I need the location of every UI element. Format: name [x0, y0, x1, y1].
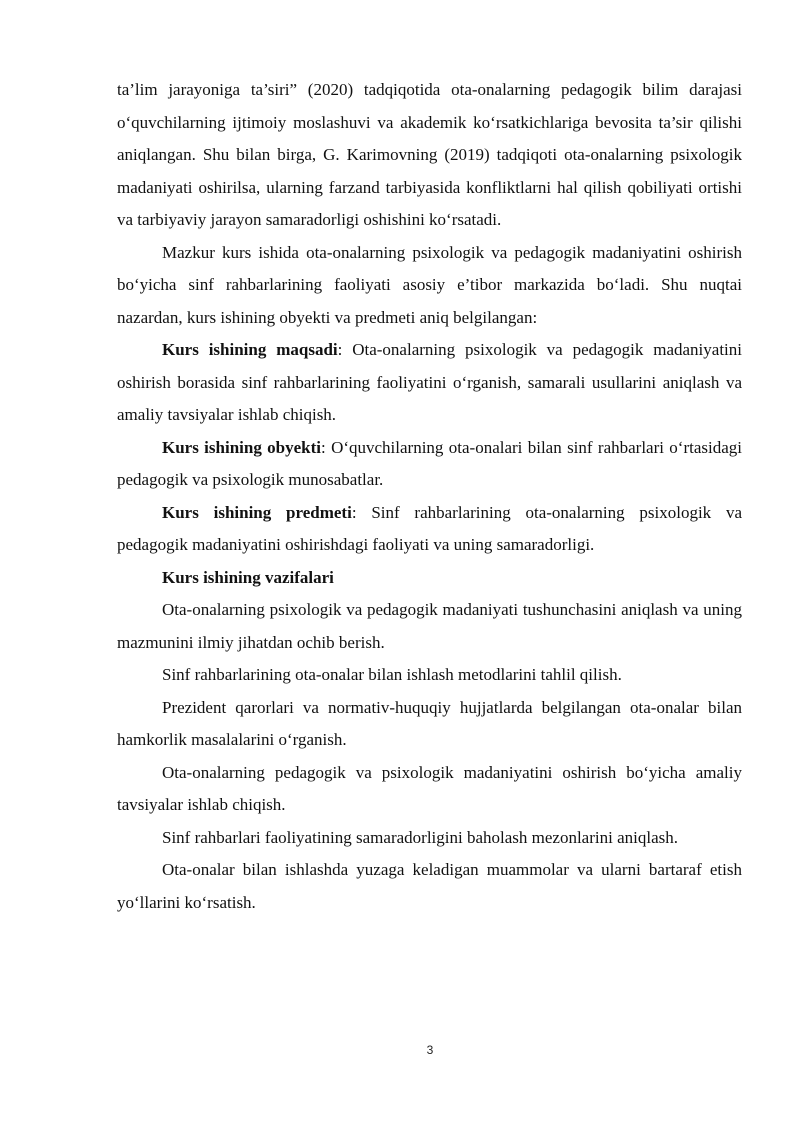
definition-term: Kurs ishining obyekti: [162, 437, 322, 457]
definition-term: Kurs ishining predmeti: [162, 502, 352, 522]
definition-term: Kurs ishining maqsadi: [162, 340, 338, 359]
definition-subject: [117, 497, 742, 562]
page-body: [117, 74, 742, 919]
definition-text: : O‘quvchilarning ota-onalari bilan sinf rahbarlari o‘rtasidagi pedagogik va psixologik munosabatlar.: [117, 437, 743, 489]
task-item: Ota-onalarning pedagogik va psixologik madaniyatini oshirish bo‘yicha amaliy tavsiyalar ishlab chiqish.: [117, 762, 742, 814]
intro-paragraph-continued: ta’lim jarayoniga ta’siri” (2020) tadqiqotida ota-onalarning pedagogik bilim darajasi o‘quvchilarning ijtimoiy moslashuvi va akademik ko‘rsatkichlariga bevosita ta’sir qilishi aniqlangan. Shu bilan birga, G. Karimovning (2019) tadqiqoti ota-onalarning psixologik madaniyati oshirilsa, ularning farzand tarbiyasida konfliktlarni hal qilish qobiliyati ortishi va tarbiyaviy jarayon samaradorligi oshishini ko‘rsatadi.: [117, 80, 742, 229]
task-item: Ota-onalarning psixologik va pedagogik madaniyati tushunchasini aniqlash va uning mazmunini ilmiy jihatdan ochib berish.: [117, 600, 742, 652]
page-number: 3: [426, 1043, 434, 1057]
task-item: Prezident qarorlari va normativ-huquqiy hujjatlarda belgilangan ota-onalar bilan hamkorlik masalalarini o‘rganish.: [117, 697, 742, 749]
tasks-heading: Kurs ishining vazifalari: [162, 567, 334, 587]
task-item: Sinf rahbarlari faoliyatining samaradorligini baholash mezonlarini aniqlash.: [162, 827, 678, 847]
task-item: Sinf rahbarlarining ota-onalar bilan ishlash metodlarini tahlil qilish.: [162, 665, 622, 684]
intro-paragraph-focus: Mazkur kurs ishida ota-onalarning psixologik va pedagogik madaniyatini oshirish bo‘yicha sinf rahbarlarining faoliyati asosiy e’tibor markazida bo‘ladi. Shu nuqtai nazardan, kurs ishining obyekti va predmeti aniq belgilangan:: [117, 242, 742, 327]
definition-object: [117, 432, 742, 497]
definition-text: : Sinf rahbarlarining ota-onalarning psixologik va pedagogik madaniyatini oshirishdagi faoliyati va uning samaradorligi.: [117, 502, 742, 554]
definition-text: : Ota-onalarning psixologik va pedagogik madaniyatini oshirish borasida sinf rahbarlarining faoliyatini o‘rganish, samarali usullarini aniqlash va amaliy tavsiyalar ishlab chiqish.: [117, 340, 742, 424]
task-item: Ota-onalar bilan ishlashda yuzaga keladigan muammolar va ularni bartaraf etish yo‘llarini ko‘rsatish.: [117, 860, 742, 912]
definition-goal: [117, 334, 742, 432]
